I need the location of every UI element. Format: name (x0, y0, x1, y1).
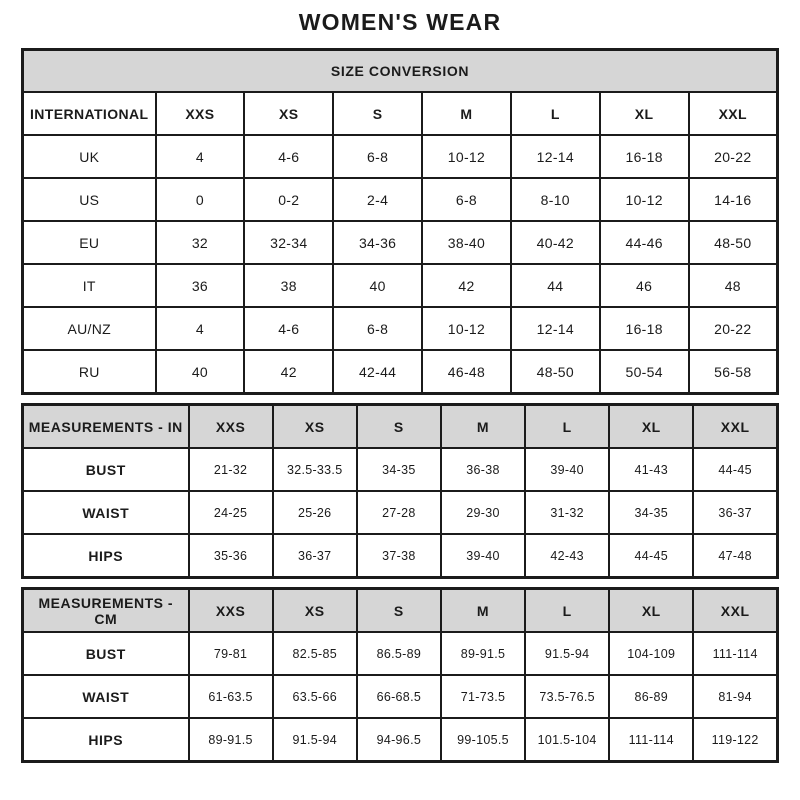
measurements-cm-body (23, 632, 778, 762)
measurements-in-body (23, 448, 778, 578)
size-header-xxs: XXS (189, 405, 273, 449)
cell-value: 44-45 (693, 448, 777, 491)
table-row (23, 491, 778, 534)
cell-value: 31-32 (525, 491, 609, 534)
cell-value: 48-50 (689, 221, 778, 264)
cell-value: 14-16 (689, 178, 778, 221)
column-header-xs: XS (244, 92, 333, 135)
table-row (23, 178, 778, 221)
cell-value: 89-91.5 (189, 718, 273, 762)
cell-value: 66-68.5 (357, 675, 441, 718)
cell-value: 6-8 (422, 178, 511, 221)
table-row (23, 718, 778, 762)
cell-value: 71-73.5 (441, 675, 525, 718)
cell-value: 63.5-66 (273, 675, 357, 718)
size-conversion-body (23, 135, 778, 394)
table-row (23, 264, 778, 307)
table-row (23, 675, 778, 718)
cell-value: 0-2 (244, 178, 333, 221)
cell-value: 20-22 (689, 307, 778, 350)
cell-value: 36 (156, 264, 245, 307)
cell-value: 42 (244, 350, 333, 394)
size-conversion-header-row (23, 50, 778, 93)
cell-value: 32-34 (244, 221, 333, 264)
cell-value: 6-8 (333, 135, 422, 178)
size-header-xs: XS (273, 405, 357, 449)
cell-value: 48 (689, 264, 778, 307)
row-label: AU/NZ (23, 307, 156, 350)
size-header-xxl: XXL (693, 589, 777, 633)
table-row (23, 307, 778, 350)
cell-value: 111-114 (609, 718, 693, 762)
size-conversion-table (21, 48, 779, 395)
cell-value: 86-89 (609, 675, 693, 718)
column-header-international: INTERNATIONAL (23, 92, 156, 135)
measurements-in-header-row (23, 405, 778, 449)
cell-value: 24-25 (189, 491, 273, 534)
cell-value: 56-58 (689, 350, 778, 394)
column-header-s: S (333, 92, 422, 135)
cell-value: 27-28 (357, 491, 441, 534)
cell-value: 41-43 (609, 448, 693, 491)
cell-value: 37-38 (357, 534, 441, 578)
cell-value: 36-37 (273, 534, 357, 578)
cell-value: 4 (156, 135, 245, 178)
cell-value: 50-54 (600, 350, 689, 394)
cell-value: 34-36 (333, 221, 422, 264)
row-label: US (23, 178, 156, 221)
cell-value: 44 (511, 264, 600, 307)
column-header-m: M (422, 92, 511, 135)
cell-value: 32 (156, 221, 245, 264)
table-row (23, 221, 778, 264)
cell-value: 38 (244, 264, 333, 307)
cell-value: 4-6 (244, 307, 333, 350)
cell-value: 29-30 (441, 491, 525, 534)
cell-value: 35-36 (189, 534, 273, 578)
cell-value: 44-45 (609, 534, 693, 578)
page-title: WOMEN'S WEAR (298, 9, 502, 35)
size-header-l: L (525, 589, 609, 633)
cell-value: 91.5-94 (525, 632, 609, 675)
row-label: EU (23, 221, 156, 264)
cell-value: 34-35 (609, 491, 693, 534)
measurements-cm-header-row (23, 589, 778, 633)
cell-value: 39-40 (441, 534, 525, 578)
section-title-measurements-in: MEASUREMENTS - IN (23, 405, 189, 449)
cell-value: 36-37 (693, 491, 777, 534)
cell-value: 36-38 (441, 448, 525, 491)
cell-value: 32.5-33.5 (273, 448, 357, 491)
cell-value: 2-4 (333, 178, 422, 221)
cell-value: 4 (156, 307, 245, 350)
size-header-s: S (357, 589, 441, 633)
size-header-l: L (525, 405, 609, 449)
row-label: WAIST (23, 491, 189, 534)
cell-value: 48-50 (511, 350, 600, 394)
row-label: BUST (23, 448, 189, 491)
cell-value: 10-12 (422, 307, 511, 350)
cell-value: 16-18 (600, 307, 689, 350)
size-header-xl: XL (609, 405, 693, 449)
measurements-cm-table (21, 587, 779, 763)
table-row (23, 534, 778, 578)
row-label: HIPS (23, 534, 189, 578)
column-header-xxl: XXL (689, 92, 778, 135)
cell-value: 42-43 (525, 534, 609, 578)
row-label: BUST (23, 632, 189, 675)
table-row (23, 448, 778, 491)
section-title-size-conversion: SIZE CONVERSION (23, 50, 778, 93)
column-header-row (23, 92, 778, 135)
cell-value: 99-105.5 (441, 718, 525, 762)
cell-value: 6-8 (333, 307, 422, 350)
size-header-s: S (357, 405, 441, 449)
cell-value: 119-122 (693, 718, 777, 762)
cell-value: 42-44 (333, 350, 422, 394)
column-header-l: L (511, 92, 600, 135)
table-row (23, 350, 778, 394)
row-label: RU (23, 350, 156, 394)
cell-value: 20-22 (689, 135, 778, 178)
cell-value: 79-81 (189, 632, 273, 675)
cell-value: 44-46 (600, 221, 689, 264)
cell-value: 39-40 (525, 448, 609, 491)
cell-value: 81-94 (693, 675, 777, 718)
measurements-in-table (21, 403, 779, 579)
cell-value: 89-91.5 (441, 632, 525, 675)
section-title-measurements-cm: MEASUREMENTS - CM (23, 589, 189, 633)
cell-value: 34-35 (357, 448, 441, 491)
cell-value: 94-96.5 (357, 718, 441, 762)
column-header-xl: XL (600, 92, 689, 135)
cell-value: 82.5-85 (273, 632, 357, 675)
size-header-xs: XS (273, 589, 357, 633)
cell-value: 40 (333, 264, 422, 307)
row-label: UK (23, 135, 156, 178)
size-header-m: M (441, 405, 525, 449)
cell-value: 38-40 (422, 221, 511, 264)
cell-value: 46 (600, 264, 689, 307)
cell-value: 104-109 (609, 632, 693, 675)
cell-value: 21-32 (189, 448, 273, 491)
size-header-xl: XL (609, 589, 693, 633)
cell-value: 40-42 (511, 221, 600, 264)
table-row (23, 135, 778, 178)
cell-value: 101.5-104 (525, 718, 609, 762)
cell-value: 91.5-94 (273, 718, 357, 762)
cell-value: 0 (156, 178, 245, 221)
cell-value: 46-48 (422, 350, 511, 394)
cell-value: 4-6 (244, 135, 333, 178)
cell-value: 16-18 (600, 135, 689, 178)
size-header-xxs: XXS (189, 589, 273, 633)
cell-value: 61-63.5 (189, 675, 273, 718)
row-label: WAIST (23, 675, 189, 718)
table-row (23, 632, 778, 675)
cell-value: 10-12 (422, 135, 511, 178)
cell-value: 86.5-89 (357, 632, 441, 675)
cell-value: 47-48 (693, 534, 777, 578)
row-label: IT (23, 264, 156, 307)
size-header-m: M (441, 589, 525, 633)
cell-value: 25-26 (273, 491, 357, 534)
cell-value: 73.5-76.5 (525, 675, 609, 718)
cell-value: 8-10 (511, 178, 600, 221)
cell-value: 42 (422, 264, 511, 307)
cell-value: 10-12 (600, 178, 689, 221)
column-header-xxs: XXS (156, 92, 245, 135)
row-label: HIPS (23, 718, 189, 762)
size-header-xxl: XXL (693, 405, 777, 449)
cell-value: 40 (156, 350, 245, 394)
cell-value: 12-14 (511, 135, 600, 178)
cell-value: 12-14 (511, 307, 600, 350)
cell-value: 111-114 (693, 632, 777, 675)
